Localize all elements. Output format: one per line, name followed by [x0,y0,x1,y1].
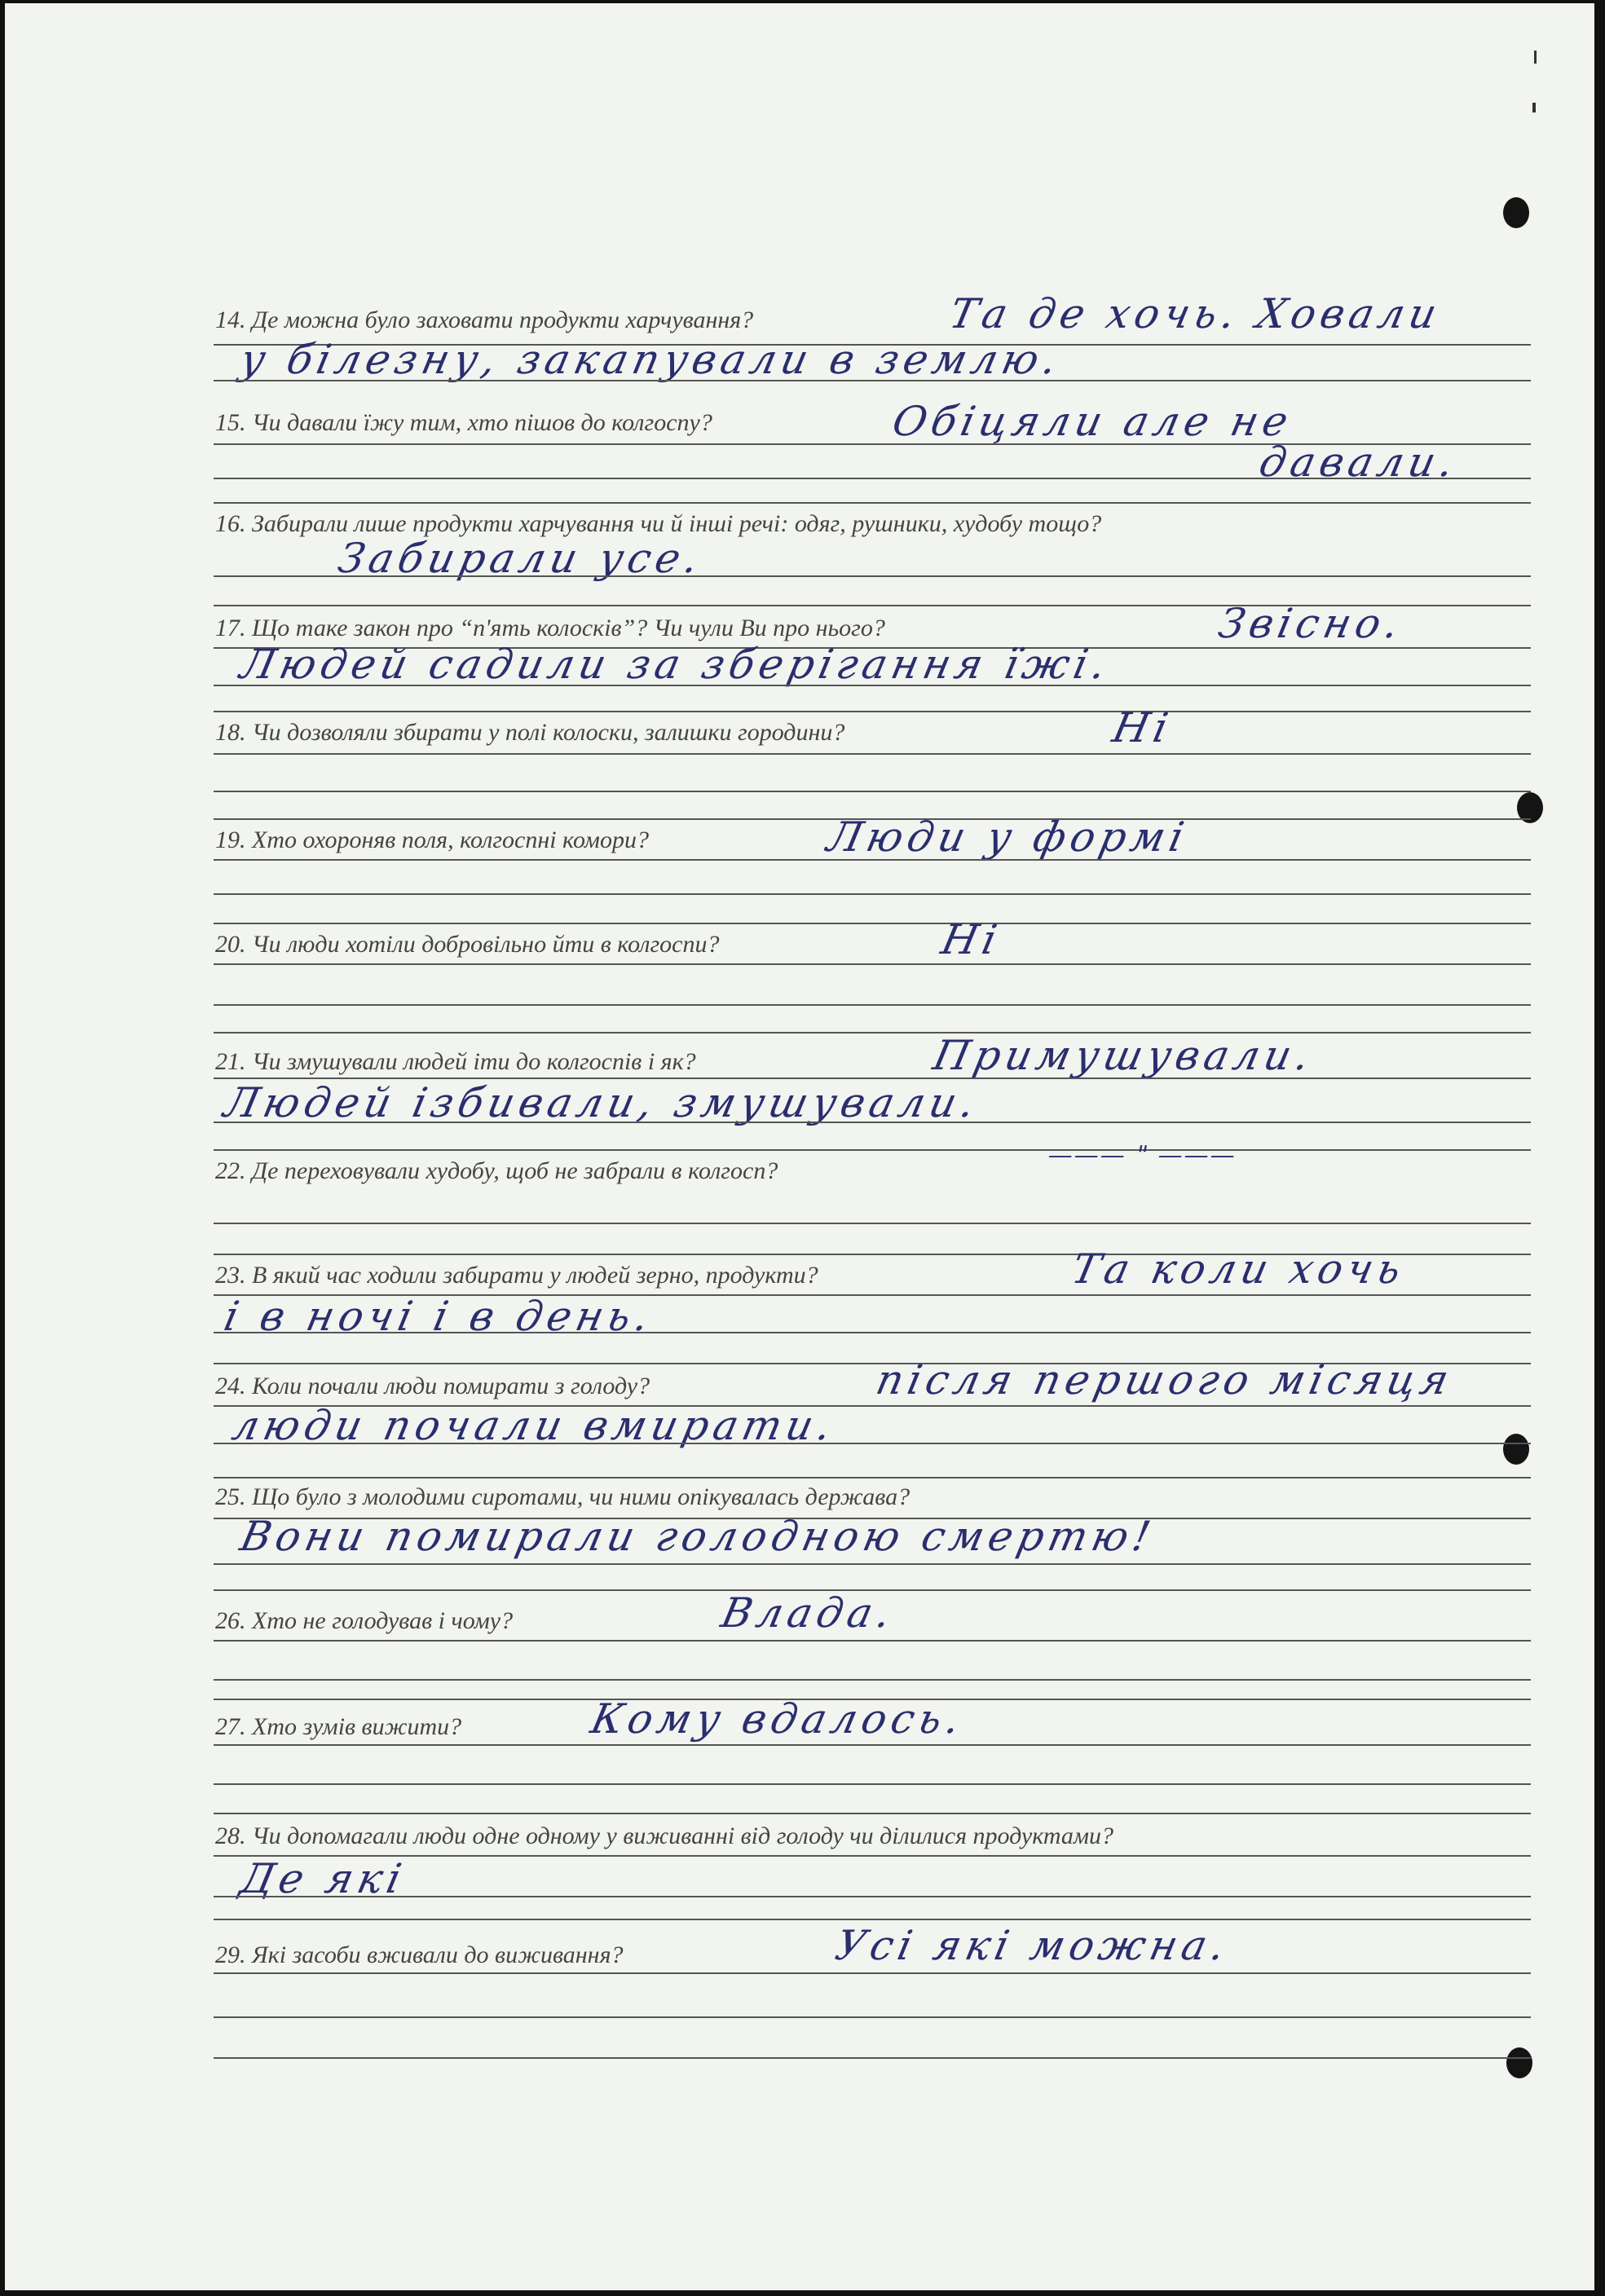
answer-14-line-2: у білезну, закапували в землю. [236,336,1066,383]
answer-15-line-1: Обіцяли але не [888,398,1298,445]
punch-hole-top [1503,197,1529,228]
question-17: 17. Що таке закон про “п'ять колосків”? Чи чули Ви про нього? [215,615,885,641]
answer-line [214,1032,1531,1033]
answer-line [214,753,1531,755]
question-25: 25. Що було з молодими сиротами, чи ними опікувалась держава? [215,1483,911,1510]
answer-15-line-2: давали. [1254,438,1463,486]
answer-24-line-2: люди почали вмирати. [227,1402,841,1449]
answer-line [214,1679,1531,1681]
question-18: 18. Чи дозволяли збирати у полі колоски, залишки городини? [215,719,845,746]
answer-line [214,1919,1531,1920]
answer-25: Вони помирали голодною смертю! [236,1513,1160,1560]
answer-line [214,1783,1531,1785]
answer-20: Ні [937,916,1006,963]
answer-line [214,1149,1531,1151]
answer-line [214,1443,1531,1444]
question-16: 16. Забирали лише продукти харчування чи й інші речі: одяг, рушники, худобу тощо? [215,510,1102,537]
punch-hole-lower [1503,1434,1529,1465]
answer-line [214,1744,1531,1746]
edge-mark [1532,103,1536,112]
answer-19: Люди у формі [822,813,1193,861]
answer-16-line-1: Забирали усе. [333,535,708,582]
answer-18: Ні [1108,704,1177,751]
question-28: 28. Чи допомагали люди одне одному у виживанні від голоду чи ділилися продуктами? [215,1822,1114,1849]
answer-line [214,1332,1531,1333]
answer-17-line-2: Людей садили за зберігання їжі. [236,641,1115,688]
question-19: 19. Хто охороняв поля, колгоспні комори? [215,826,649,853]
answer-24-line-1: після першого місяця [871,1356,1458,1404]
answer-line [214,1563,1531,1565]
answer-21-line-2: Людей ізбивали, змушували. [219,1079,984,1126]
answer-23-line-2: і в ночі і в день. [219,1293,659,1340]
answer-line [214,575,1531,577]
answer-17-line-1: Звісно. [1214,600,1409,647]
answer-line [214,1972,1531,1974]
question-26: 26. Хто не голодував і чому? [215,1607,514,1634]
answer-line [214,711,1531,712]
answer-28: Де які [236,1855,411,1902]
answer-22: ——— " ——— [1045,1141,1240,1170]
question-14: 14. Де можна було заховати продукти харчування? [215,306,754,333]
question-22: 22. Де переховували худобу, щоб не забрали в колгосп? [215,1157,778,1184]
question-27: 27. Хто зумів вижити? [215,1713,462,1740]
answer-26: Влада. [717,1589,900,1637]
answer-line [214,1004,1531,1006]
question-29: 29. Які засоби вживали до виживання? [215,1941,624,1968]
answer-line [214,2057,1531,2059]
punch-hole-bottom [1506,2047,1532,2078]
answer-line [214,963,1531,965]
answer-line [214,2016,1531,2018]
questionnaire-page [5,3,1594,2290]
answer-line [214,380,1531,381]
answer-29: Усі які можна. [831,1922,1235,1969]
answer-line [214,859,1531,861]
question-21: 21. Чи змушували людей іти до колгоспів і як? [215,1048,696,1075]
answer-line [214,1855,1531,1857]
answer-line [214,685,1531,686]
question-23: 23. В який час ходили забирати у людей зерно, продукти? [215,1262,818,1289]
answer-line [214,923,1531,924]
answer-line [214,791,1531,792]
answer-line [214,502,1531,504]
answer-line [214,1896,1531,1897]
answer-line [214,1477,1531,1479]
question-24: 24. Коли почали люди помирати з голоду? [215,1373,650,1399]
answer-line [214,1122,1531,1123]
answer-line [214,1640,1531,1642]
edge-mark [1534,51,1537,64]
answer-27: Кому вдалось. [586,1695,969,1743]
answer-14-line-1: Та де хочь. Ховали [945,290,1446,337]
question-15: 15. Чи давали їжу тим, хто пішов до колгоспу? [215,409,712,436]
question-20: 20. Чи люди хотіли добровільно йти в колгоспи? [215,931,720,958]
answer-line [214,1813,1531,1814]
answer-line [214,1223,1531,1224]
answer-23-line-1: Та коли хочь [1067,1245,1410,1293]
answer-line [214,893,1531,895]
answer-21-line-1: Примушували. [928,1032,1319,1079]
